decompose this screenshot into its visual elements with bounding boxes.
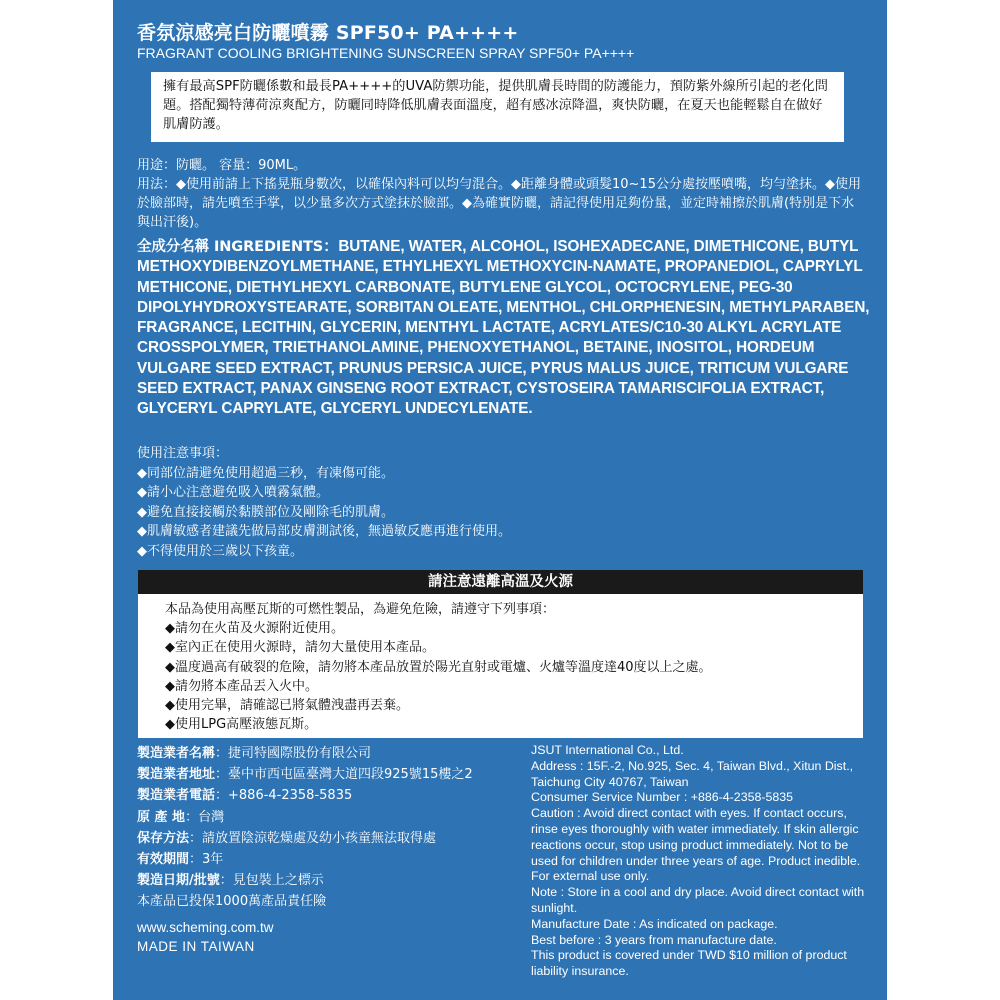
shelf-life-value: ：3年: [189, 852, 224, 868]
english-phone: Consumer Service Number : +886-4-2358-5835: [531, 790, 794, 805]
origin-row: [137, 807, 537, 828]
mfg-address-label: 製造業者地址: [137, 767, 216, 783]
insurance-text: 本產品已投保1000萬產品責任險: [137, 894, 327, 910]
caution-item: ◆同部位請避免使用超過三秒，有凍傷可能。: [137, 465, 394, 481]
shelf-life-row: [137, 849, 537, 870]
english-insurance: This product is covered under TWD $10 million of product liability insurance.: [531, 948, 847, 979]
intro-box: [151, 72, 844, 142]
website-link[interactable]: www.scheming.com.tw: [137, 920, 274, 935]
origin-value: ：台灣: [185, 809, 225, 825]
caution-item: ◆請小心注意避免吸入噴霧氣體。: [137, 485, 329, 501]
product-subtitle: FRAGRANT COOLING BRIGHTENING SUNSCREEN SPRAY SPF50+ PA++++: [137, 45, 635, 61]
mfg-address-row: [137, 764, 537, 785]
product-title: 香氛涼感亮白防曬噴霧 SPF50+ PA++++: [137, 22, 519, 44]
mfg-name-value: ：捷司特國際股份有限公司: [215, 746, 372, 761]
caution-item: ◆肌膚敏感者建議先做局部皮膚測試後，無過敏反應再進行使用。: [137, 524, 511, 540]
intro-text: 擁有最高SPF防曬係數和最長PA++++的UVA防禦功能，提供肌膚長時間的防護能力，預防紫外線所引起的老化問題。搭配獨特薄荷涼爽配方，防曬同時降低肌膚表面溫度，超有感冰涼降溫，爽快防曬，在夏天也能輕鬆自在做好肌膚防護。: [163, 79, 828, 132]
storage-value: ：請放置陰涼乾燥處及幼小孩童無法取得處: [189, 830, 437, 846]
storage-row: [137, 828, 537, 849]
usage-method: 用法：◆使用前請上下搖晃瓶身數次，以確保內料可以均勻混合。◆距離身體或頭髮10~15公分處按壓噴嘴，均勻塗抹。◆使用於臉部時，請先噴至手掌，以少量多次方式塗抹於臉部。◆為確實防曬，請記得使用足夠份量，並定時補擦於肌膚(特別是下水與出汗後)。: [137, 177, 861, 230]
mfg-date-label: 製造日期/批號: [137, 873, 220, 889]
fire-warning-box: [138, 570, 863, 738]
warning-item: ◆請勿在火苗及火源附近使用。: [165, 621, 344, 636]
made-in-label: MADE IN TAIWAN: [137, 939, 255, 954]
caution-item: ◆避免直接接觸於黏膜部位及剛除毛的肌膚。: [137, 504, 394, 520]
english-address: Address : 15F.-2, No.925, Sec. 4, Taiwan Blvd., Xitun Dist., Taichung City 40767, Taiwan: [531, 758, 854, 789]
mfg-phone-value: ：+886-4-2358-5835: [215, 788, 353, 804]
ingredients-list: ：BUTANE, WATER, ALCOHOL, ISOHEXADECANE, DIMETHICONE, BUTYL METHOXYDIBENZOYLMETHANE, ETHYLHEXYL METHOXYCIN-NAMATE, PROPANEDIOL, CAPRYLYL METHICONE, DIETHYLHEXYL CARBONATE, BUTYLENE GLYCOL, OCTOCRYLENE, PEG-30 DIPOLYHYDROXYSTEARATE, SORBITAN OLEATE, MENTHOL, CHLORPHENESIN, METHYLPARABEN, FRAGRANCE, LECITHIN, GLYCERIN, MENTHYL LACTATE, ACRYLATES/C10-30 ALKYL ACRYLATE CROSSPOLYMER, TRIETHANOLAMINE, PHENOXYETHANOL, BETAINE, INOSITOL, HORDEUM VULGARE SEED EXTRACT, PRUNUS PERSICA JUICE, PYRUS MALUS JUICE, TRITICUM VULGARE SEED EXTRACT, PANAX GINSENG ROOT EXTRACT, CYSTOSEIRA TAMARISCIFOLIA EXTRACT, GLYCERYL CAPRYLATE, GLYCERYL UNDECYLENATE.: [137, 238, 870, 418]
mfg-phone-label: 製造業者電話: [137, 788, 216, 804]
cautions-heading: 使用注意事項：: [137, 446, 229, 461]
mfg-date-value: ：見包裝上之標示: [219, 873, 324, 889]
manufacturer-section: [137, 743, 537, 913]
warning-item: ◆使用完畢，請確認已將氣體洩盡再丟棄。: [165, 698, 409, 714]
mfg-phone-row: [137, 785, 537, 806]
english-note: Note : Store in a cool and dry place. Avoid direct contact with sunlight.: [531, 885, 865, 915]
warning-item: ◆室內正在使用火源時，請勿大量使用本產品。: [165, 640, 435, 656]
caution-item: ◆不得使用於三歲以下孩童。: [137, 543, 303, 559]
mfg-date-row: [137, 870, 537, 891]
label-panel: [113, 0, 887, 1000]
english-info-section: [531, 743, 876, 980]
english-manufacture-date: Manufacture Date : As indicated on package.: [531, 916, 778, 931]
fire-warning-heading: 請注意遠離高溫及火源: [138, 570, 863, 594]
english-company: JSUT International Co., Ltd.: [531, 743, 684, 757]
origin-label: 原 產 地: [137, 809, 186, 825]
usage-purpose: 用途：防曬。 容量：90ML。: [137, 158, 307, 173]
mfg-address-value: ：臺中市西屯區臺灣大道四段925號15樓之2: [215, 767, 473, 783]
warning-item: ◆使用LPG高壓液態瓦斯。: [165, 717, 318, 733]
storage-label: 保存方法: [137, 830, 190, 846]
fire-warning-intro: 本品為使用高壓瓦斯的可燃性製品，為避免危險，請遵守下列事項：: [165, 602, 556, 617]
usage-section: [137, 156, 867, 232]
ingredients-heading: 全成分名稱 INGREDIENTS: [137, 239, 324, 255]
warning-item: ◆溫度過高有破裂的危險，請勿將本產品放置於陽光直射或電爐、火爐等溫度達40度以上之處。: [165, 659, 712, 675]
ingredients-section: [137, 237, 877, 420]
english-caution: Caution : Avoid direct contact with eyes. If contact occurs, rinse eyes thoroughly with water immediately. If skin allergic reactions occur, stop using product immediately. Not to be used for children under three years of age. Product inedible. For external use only.: [531, 806, 861, 884]
english-best-before: Best before : 3 years from manufacture date.: [531, 932, 777, 947]
warning-item: ◆請勿將本產品丟入火中。: [165, 678, 318, 694]
mfg-name-label: 製造業者名稱: [137, 746, 216, 761]
cautions-section: [137, 444, 837, 562]
mfg-name-row: [137, 743, 537, 764]
fire-warning-list: [165, 619, 855, 735]
shelf-life-label: 有效期間: [137, 852, 190, 868]
